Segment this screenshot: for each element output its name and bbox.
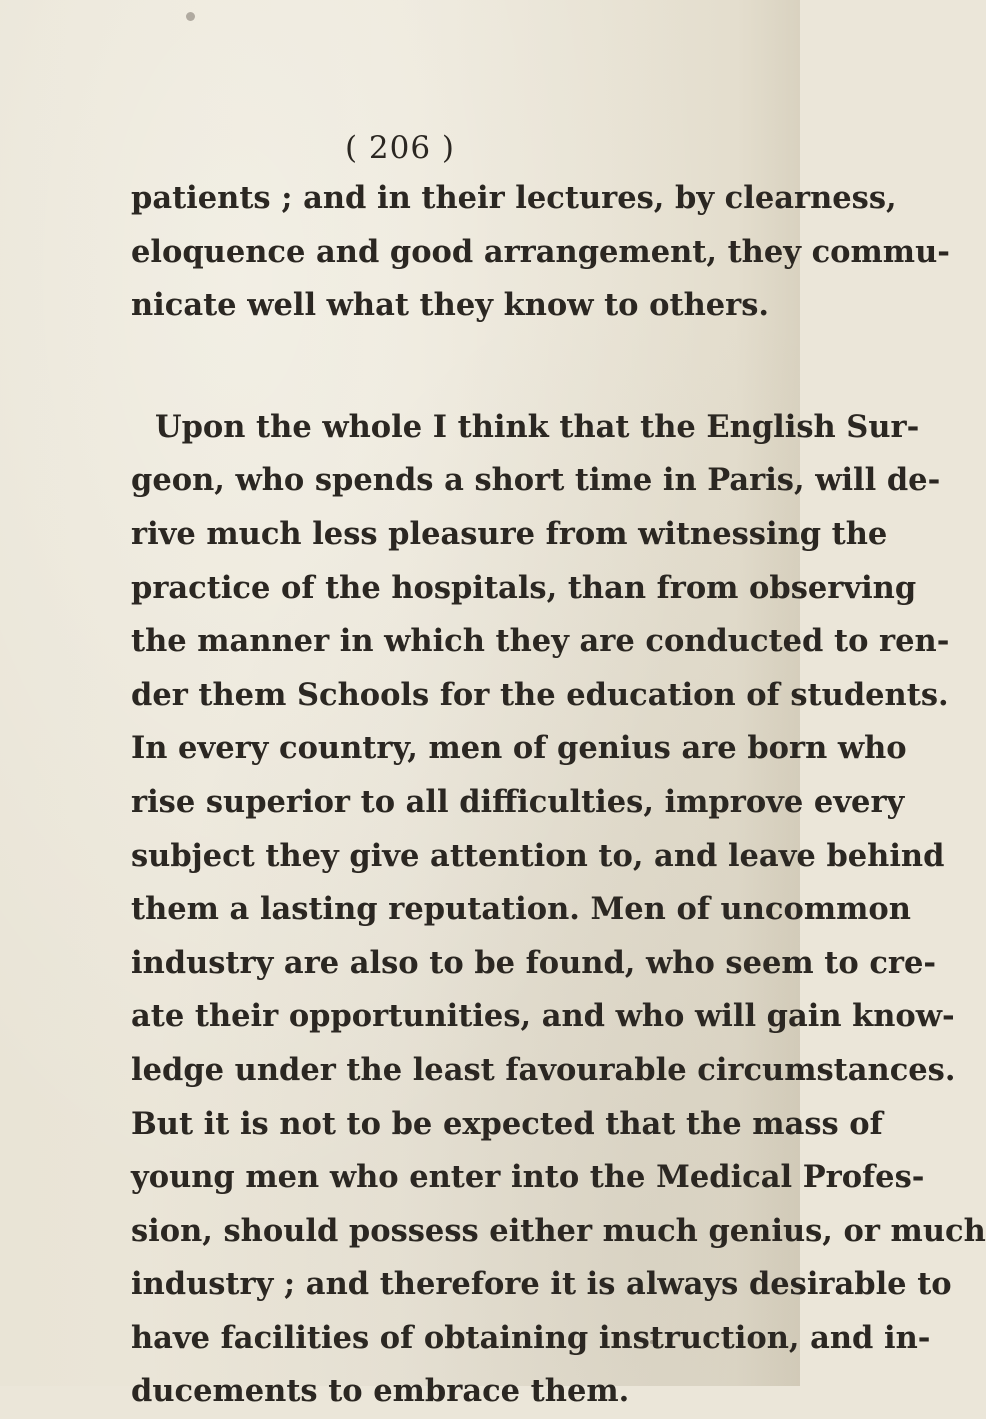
text-line: industry ; and therefore it is always desirable to <box>131 1266 952 1303</box>
text-line: ate their opportunities, and who will gain know- <box>131 998 955 1035</box>
text-line: industry are also to be found, who seem to cre- <box>131 944 937 981</box>
text-line: them a lasting reputation. Men of uncommon <box>131 891 911 928</box>
text-line: the manner in which they are conducted to ren- <box>131 623 950 660</box>
text-line: der them Schools for the education of students. <box>131 676 949 713</box>
text-line: subject they give attention to, and leave behind <box>131 837 945 874</box>
text-line: geon, who spends a short time in Paris, will de- <box>131 462 941 499</box>
paper-speck <box>186 12 195 21</box>
text-line: patients ; and in their lectures, by clearness, <box>131 180 897 216</box>
text-line: practice of the hospitals, than from observing <box>131 569 917 606</box>
text-line: But it is not to be expected that the mass of <box>131 1105 883 1142</box>
text-line: ledge under the least favourable circumstances. <box>131 1051 956 1088</box>
text-line: eloquence and good arrangement, they commu- <box>131 233 950 270</box>
paragraph-gap <box>131 333 691 401</box>
text-line: rise superior to all difficulties, improve every <box>131 783 905 820</box>
text-line: ducements to embrace them. <box>131 1373 630 1410</box>
text-line: young men who enter into the Medical Profes- <box>131 1159 925 1196</box>
paragraph-1 <box>131 172 950 333</box>
text-line: sion, should possess either much genius, or much <box>131 1212 986 1249</box>
page-number: ( 206 ) <box>344 130 456 166</box>
body-text <box>131 172 986 1419</box>
text-line: In every country, men of genius are born who <box>131 730 907 767</box>
text-line: rive much less pleasure from witnessing the <box>131 515 888 552</box>
text-line: Upon the whole I think that the English Sur- <box>155 408 920 445</box>
paragraph-2 <box>131 401 986 1419</box>
text-line: nicate well what they know to others. <box>131 287 770 324</box>
text-line: have facilities of obtaining instruction, and in- <box>131 1319 931 1356</box>
